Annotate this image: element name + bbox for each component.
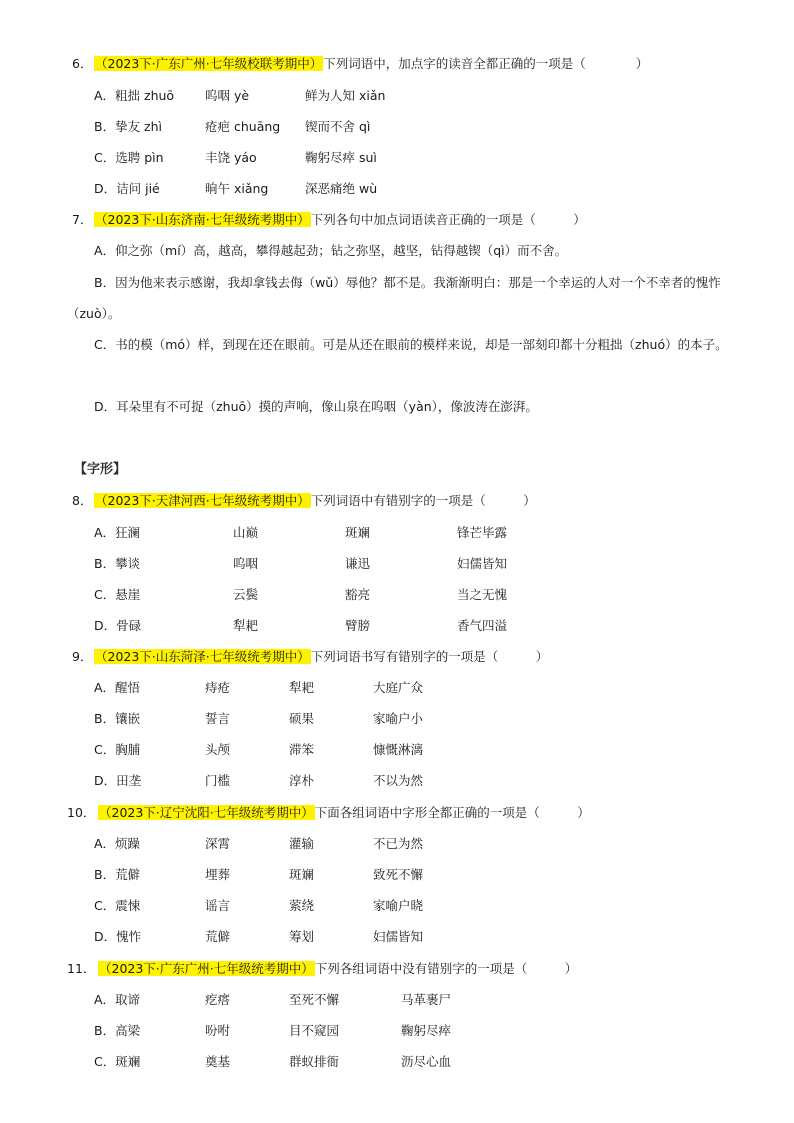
option-paragraph xyxy=(67,392,757,423)
source-tag: （2023下·山东济南·七年级统考期中） xyxy=(95,212,310,227)
option-cell: 斑斓 xyxy=(289,867,315,882)
option-cell: C．震悚 xyxy=(94,898,141,913)
option-paragraph xyxy=(67,268,757,329)
question-stem: 下列各组词语中没有错别字的一项是（ ） xyxy=(314,961,578,976)
option-cell: 马革裹尸 xyxy=(401,992,452,1007)
source-tag: （2023下·山东菏泽·七年级统考期中） xyxy=(95,649,310,664)
option-cell: 疙瘩 xyxy=(205,992,231,1007)
option-cell: 硕果 xyxy=(289,711,315,726)
option-text: B．因为他来表示感谢，我却拿钱去侮（wǔ）辱他？都不是。我渐渐明白：那是一个幸运的人对一个不幸者的愧怍（zuò）。 xyxy=(67,275,721,321)
option-cell: 誓言 xyxy=(205,711,231,726)
option-cell: A．取谛 xyxy=(94,992,141,1007)
option-cell: 鞠躬尽瘁 suì xyxy=(305,150,377,165)
option-cell: 当之无愧 xyxy=(457,587,508,602)
option-cell: A．粗拙 zhuō xyxy=(94,88,175,103)
question-number: 7． xyxy=(72,212,93,227)
option-cell: C．斑斓 xyxy=(94,1054,141,1069)
option-cell: 灌输 xyxy=(289,836,315,851)
option-cell: 致死不懈 xyxy=(373,867,424,882)
source-tag: （2023下·天津河西·七年级统考期中） xyxy=(95,493,310,508)
option-cell: 鞠躬尽瘁 xyxy=(401,1023,452,1038)
option-cell: 吩咐 xyxy=(205,1023,231,1038)
option-cell: 慷慨淋漓 xyxy=(373,742,424,757)
option-cell: B．镶嵌 xyxy=(94,711,141,726)
option-cell: 头颅 xyxy=(205,742,231,757)
option-cell: A．醒悟 xyxy=(94,680,141,695)
option-cell: 犁耙 xyxy=(289,680,315,695)
question-stem: 下列各句中加点词语读音正确的一项是（ ） xyxy=(310,212,586,227)
option-cell: 荒僻 xyxy=(205,929,231,944)
question-stem: 下列词语书写有错别字的一项是（ ） xyxy=(310,649,549,664)
option-cell: A．狂澜 xyxy=(94,525,141,540)
option-cell: 大庭广众 xyxy=(373,680,424,695)
question-number: 11． xyxy=(67,961,96,976)
option-cell: 豁亮 xyxy=(345,587,371,602)
option-cell: C．胸脯 xyxy=(94,742,141,757)
option-cell: 目不窥园 xyxy=(289,1023,340,1038)
option-cell: C．选聘 pìn xyxy=(94,150,164,165)
option-cell: 痔疮 xyxy=(205,680,231,695)
option-cell: 锋芒毕露 xyxy=(457,525,508,540)
question-stem: 下列词语中有错别字的一项是（ ） xyxy=(310,493,536,508)
option-paragraph xyxy=(67,330,757,361)
option-cell: 锲而不舍 qì xyxy=(305,119,371,134)
option-cell: 群蚁排衙 xyxy=(289,1054,340,1069)
option-cell: 不以为然 xyxy=(373,773,424,788)
option-cell: 犁耙 xyxy=(233,618,259,633)
option-cell: 沥尽心血 xyxy=(401,1054,452,1069)
option-cell: D．骨碌 xyxy=(94,618,142,633)
option-cell: 深霄 xyxy=(205,836,231,851)
option-cell: B．高梁 xyxy=(94,1023,141,1038)
option-cell: 家喻户小 xyxy=(373,711,424,726)
option-cell: B．攀谈 xyxy=(94,556,141,571)
option-cell: 门槛 xyxy=(205,773,231,788)
option-cell: 奠基 xyxy=(205,1054,231,1069)
option-cell: 不已为然 xyxy=(373,836,424,851)
option-cell: 山巅 xyxy=(233,525,259,540)
option-cell: B．挚友 zhì xyxy=(94,119,163,134)
question-number: 8． xyxy=(72,493,93,508)
source-tag: （2023下·辽宁沈阳·七年级统考期中） xyxy=(99,805,314,820)
option-cell: 晌午 xiǎng xyxy=(205,181,269,196)
option-text: D．耳朵里有不可捉（zhuō）摸的声响，像山泉在呜咽（yàn），像波涛在澎湃。 xyxy=(94,399,538,414)
option-cell: 至死不懈 xyxy=(289,992,340,1007)
option-cell: 臂膀 xyxy=(345,618,371,633)
option-cell: B．荒僻 xyxy=(94,867,141,882)
option-cell: D．诘问 jié xyxy=(94,181,160,196)
option-cell: 呜咽 xyxy=(233,556,259,571)
option-cell: 鲜为人知 xiǎn xyxy=(305,88,386,103)
option-cell: 云鬓 xyxy=(233,587,259,602)
option-cell: 疮疤 chuāng xyxy=(205,119,281,134)
option-text: A．仰之弥（mí）高，越高，攀得越起劲；钻之弥坚，越坚，钻得越锲（qì）而不舍。 xyxy=(94,243,568,258)
question-stem: 下面各组词语中字形全都正确的一项是（ ） xyxy=(314,805,590,820)
option-cell: 妇儒皆知 xyxy=(373,929,424,944)
option-paragraph xyxy=(67,236,757,267)
option-cell: D．田垄 xyxy=(94,773,142,788)
option-cell: 妇儒皆知 xyxy=(457,556,508,571)
option-text: C．书的模（mó）样，到现在还在眼前。可是从还在眼前的模样来说，却是一部刻印都十分粗拙（zhuó）的本子。 xyxy=(94,337,728,352)
section-heading: 【字形】 xyxy=(74,462,127,477)
option-cell: D．愧怍 xyxy=(94,929,142,944)
source-tag: （2023下·广东广州·七年级校联考期中） xyxy=(95,56,323,71)
option-cell: A．烦躁 xyxy=(94,836,141,851)
option-cell: 香气四溢 xyxy=(457,618,508,633)
question-number: 6． xyxy=(72,56,93,71)
question-number: 10． xyxy=(67,805,96,820)
option-cell: 埋葬 xyxy=(205,867,231,882)
option-cell: 筹划 xyxy=(289,929,315,944)
option-cell: C．悬崖 xyxy=(94,587,141,602)
option-cell: 萦绕 xyxy=(289,898,315,913)
option-cell: 呜咽 yè xyxy=(205,88,250,103)
option-cell: 斑斓 xyxy=(345,525,371,540)
option-cell: 谣言 xyxy=(205,898,231,913)
option-cell: 谦迅 xyxy=(345,556,371,571)
option-cell: 滞笨 xyxy=(289,742,315,757)
option-cell: 丰饶 yáo xyxy=(205,150,257,165)
question-number: 9． xyxy=(72,649,93,664)
option-cell: 淳朴 xyxy=(289,773,315,788)
option-cell: 家喻户晓 xyxy=(373,898,424,913)
source-tag: （2023下·广东广州·七年级统考期中） xyxy=(99,961,314,976)
option-cell: 深恶痛绝 wù xyxy=(305,181,378,196)
question-stem: 下列词语中，加点字的读音全都正确的一项是（ ） xyxy=(323,56,649,71)
